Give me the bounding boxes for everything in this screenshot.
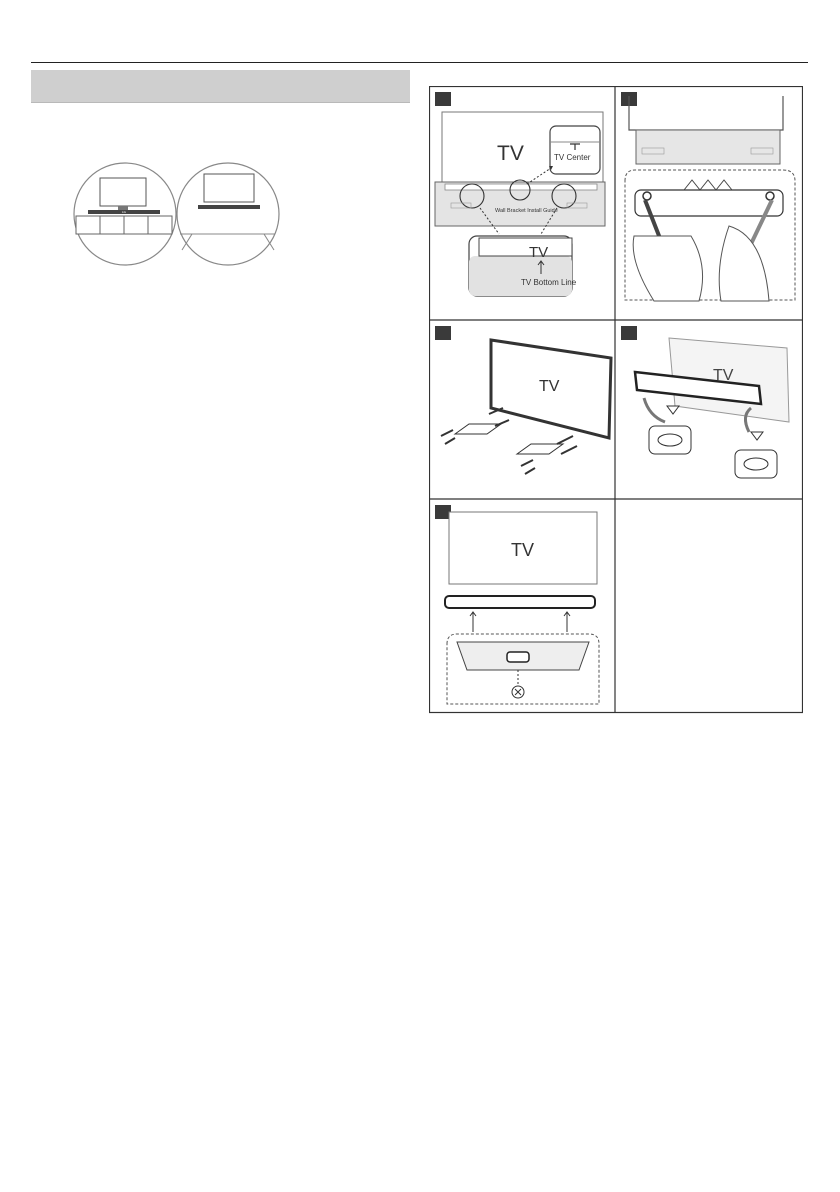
step-3-tv-label: TV [539, 378, 560, 395]
step-1-zoom-tv-label: TV [529, 244, 549, 261]
placement-illustration [70, 160, 285, 270]
step-1-tv-label: TV [497, 142, 524, 165]
tv-bottom-line-label: TV Bottom Line [521, 278, 577, 287]
step-1-marker [435, 92, 451, 106]
guide-title: Wall Bracket Install Guide [495, 208, 558, 214]
step-5-tv-label: TV [511, 540, 535, 560]
step-4-tv-label: TV [713, 367, 734, 384]
install-steps-grid [429, 86, 803, 714]
step-3-marker [435, 326, 451, 340]
step-4-marker [621, 326, 637, 340]
section-heading-bar [31, 70, 410, 103]
wall-placement-figure [177, 163, 279, 265]
tv-center-label: TV Center [554, 153, 591, 162]
header-rule [31, 62, 808, 63]
soundbar-label: LG [122, 210, 127, 214]
step-5-panel [435, 505, 599, 704]
stand-placement-figure [74, 163, 176, 265]
